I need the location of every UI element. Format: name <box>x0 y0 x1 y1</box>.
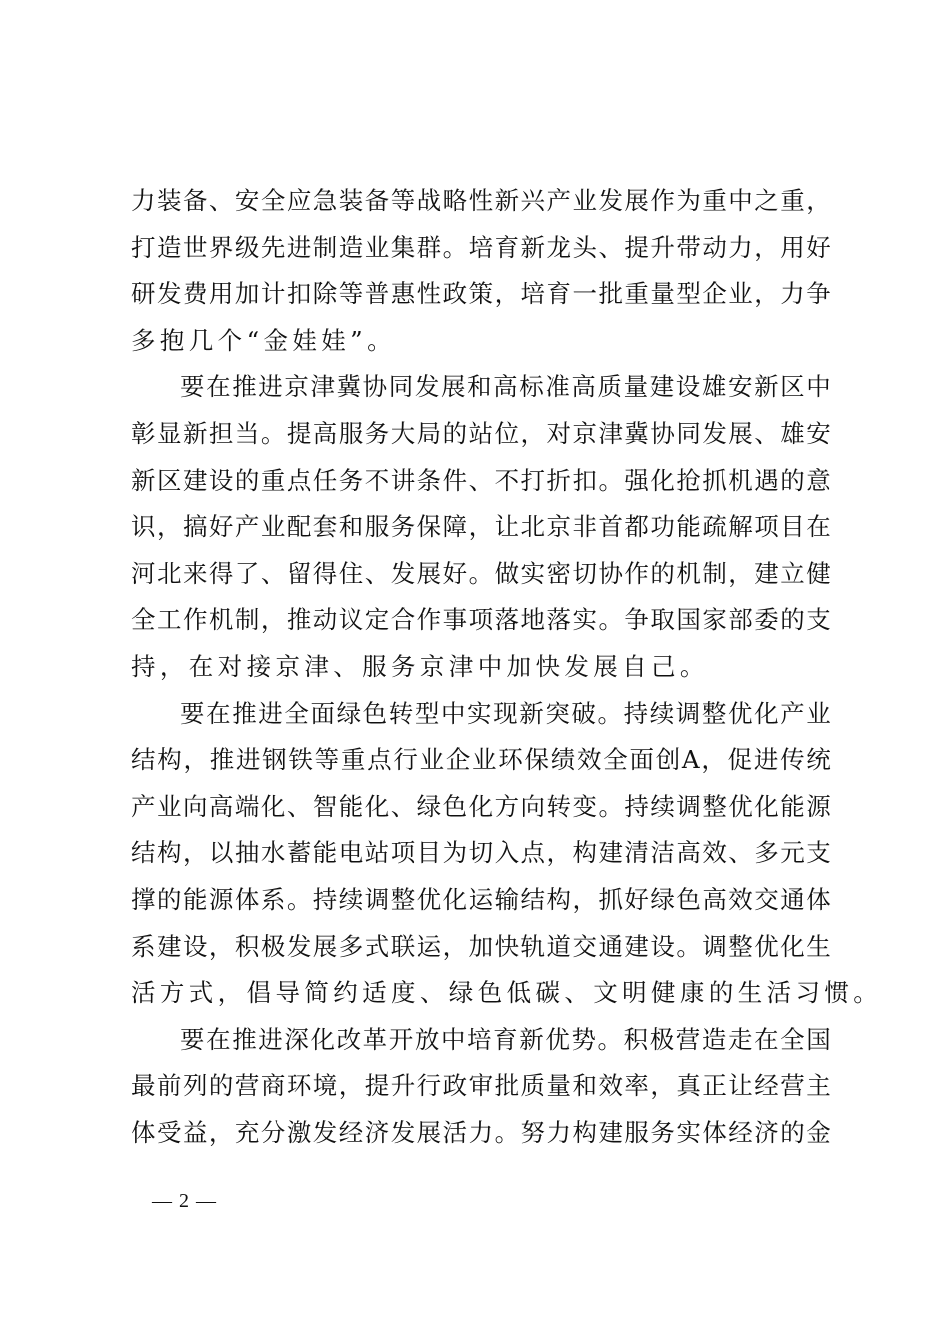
text-line: 要 在 推 进 京 津 冀 协 同 发 展 和 高 标 准 高 质 量 建 设 雄 安 新 区 中 <box>180 372 831 402</box>
text-line: 彰 显 新 担 当 。 提 高 服 务 大 局 的 站 位 ， 对 京 津 冀 协 同 发 展 、 雄 安 <box>131 418 831 448</box>
text-line: 要 在 推 进 深 化 改 革 开 放 中 培 育 新 优 势 。 积 极 营 造 走 在 全 国 <box>180 1024 831 1054</box>
text-line: 打 造 世 界 级 先 进 制 造 业 集 群 。 培 育 新 龙 头 、 提 升 带 动 力 ， 用 好 <box>131 232 831 262</box>
text-line: 力 装 备 、 安 全 应 急 装 备 等 战 略 性 新 兴 产 业 发 展 作 为 重 中 之 重 ， <box>131 186 831 215</box>
paragraph <box>131 1017 831 1157</box>
text-line: 产 业 向 高 端 化 、 智 能 化 、 绿 色 化 方 向 转 变 。 持 续 调 整 优 化 能 源 <box>131 791 831 821</box>
text-line: 结 构 ， 以 抽 水 蓄 能 电 站 项 目 为 切 入 点 ， 构 建 清 洁 高 效 、 多 元 支 <box>131 838 831 868</box>
text-line: 最 前 列 的 营 商 环 境 ， 提 升 行 政 审 批 质 量 和 效 率 ， 真 正 让 经 营 主 <box>131 1071 831 1101</box>
page-number: — 2 — <box>152 1190 217 1212</box>
text-line: 要 在 推 进 全 面 绿 色 转 型 中 实 现 新 突 破 。 持 续 调 整 优 化 产 业 <box>180 698 831 728</box>
text-line: 研 发 费 用 加 计 扣 除 等 普 惠 性 政 策 ， 培 育 一 批 重 量 型 企 业 ， 力 争 <box>131 279 831 309</box>
text-line: 撑 的 能 源 体 系 。 持 续 调 整 优 化 运 输 结 构 ， 抓 好 绿 色 高 效 交 通 体 <box>131 884 831 914</box>
text-line: 识 ， 搞 好 产 业 配 套 和 服 务 保 障 ， 让 北 京 非 首 都 功 能 疏 解 项 目 在 <box>131 512 831 542</box>
document-body <box>131 178 878 1156</box>
text-line: 结 构 ， 推 进 钢 铁 等 重 点 行 业 企 业 环 保 绩 效 全 面 创 A ， 促 进 传 统 <box>131 745 831 775</box>
text-line: 多 抱 几 个 “ 金 娃 娃 ” 。 <box>131 325 392 355</box>
text-line: 河 北 来 得 了 、 留 得 住 、 发 展 好 。 做 实 密 切 协 作 的 机 制 ， 建 立 健 <box>131 558 831 588</box>
text-line: 全 工 作 机 制 ， 推 动 议 定 合 作 事 项 落 地 落 实 。 争 取 国 家 部 委 的 支 <box>131 605 831 635</box>
paragraph <box>131 178 831 364</box>
paragraph <box>131 364 831 690</box>
text-line: 活 方 式 ， 倡 导 简 约 适 度 、 绿 色 低 碳 、 文 明 健 康 的 生 活 习 惯 。 <box>131 978 878 1008</box>
paragraph <box>131 691 878 1017</box>
text-line: 体 受 益 ， 充 分 激 发 经 济 发 展 活 力 。 努 力 构 建 服 务 实 体 经 济 的 金 <box>131 1117 831 1147</box>
text-line: 持 ， 在 对 接 京 津 、 服 务 京 津 中 加 快 发 展 自 己 。 <box>131 651 705 681</box>
text-line: 新 区 建 设 的 重 点 任 务 不 讲 条 件 、 不 打 折 扣 。 强 化 抢 抓 机 遇 的 意 <box>131 465 831 495</box>
text-line: 系 建 设 ， 积 极 发 展 多 式 联 运 ， 加 快 轨 道 交 通 建 设 。 调 整 优 化 生 <box>131 931 831 961</box>
